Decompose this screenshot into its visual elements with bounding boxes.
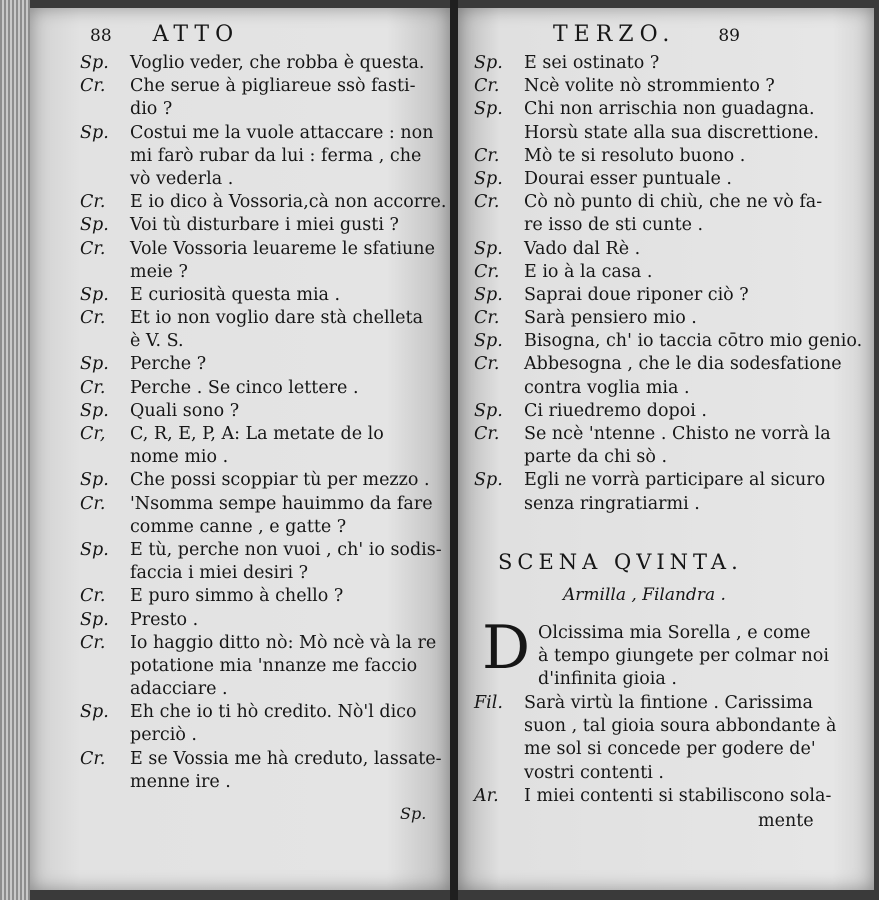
text-line: [474, 377, 862, 400]
line-text: nome mio .: [130, 447, 229, 468]
text-line: [80, 353, 446, 376]
text-line: [474, 330, 862, 353]
text-line: [80, 701, 446, 724]
line-text: adacciare .: [130, 679, 228, 700]
text-line: [474, 261, 862, 284]
line-text: Io haggio ditto nò: Mò ncè và la re: [130, 632, 437, 653]
text-line: [474, 168, 862, 191]
line-text: Horsù state alla sua discrettione.: [524, 122, 819, 143]
line-text: Et io non voglio dare stà chelleta: [130, 308, 423, 329]
speaker-label: Sp.: [80, 702, 109, 723]
left-header: [90, 22, 239, 47]
text-line: [80, 493, 446, 516]
line-text: è V. S.: [130, 331, 184, 352]
gutter: [450, 0, 458, 900]
speaker-label: Sp.: [80, 470, 109, 491]
speaker-label: Sp.: [80, 400, 109, 421]
text-line: [80, 284, 446, 307]
text-line: [80, 168, 446, 191]
line-text: Costui me la vuole attaccare : non: [130, 122, 434, 143]
after-text-block: [474, 692, 836, 808]
line-text: Perche ?: [130, 354, 207, 375]
text-line: [474, 353, 862, 376]
speaker-label: Sp.: [474, 284, 503, 305]
speaker-label: Ar.: [474, 785, 499, 806]
text-line: [474, 75, 862, 98]
speaker-label: Cr.: [80, 238, 106, 259]
text-line: [474, 738, 836, 761]
speaker-label: Cr.: [474, 76, 500, 97]
line-text: Se ncè 'ntenne . Chisto ne vorrà la: [524, 424, 831, 444]
line-text: Eh che io ti hò credito. Nò'l dico: [130, 702, 417, 723]
drop-line: à tempo giungete per colmar noi: [538, 646, 829, 667]
line-text: E sei ostinato ?: [524, 53, 660, 73]
speaker-label: Cr.: [474, 354, 500, 375]
line-text: senza ringratiarmi .: [524, 493, 700, 514]
speaker-label: Cr.: [474, 192, 500, 213]
speaker-label: Cr.: [474, 261, 500, 282]
speaker-label: Sp.: [80, 122, 109, 143]
text-line: [80, 98, 446, 121]
text-line: [80, 585, 446, 608]
speaker-label: Cr.: [80, 748, 106, 769]
speaker-label: Fil.: [474, 693, 503, 713]
text-line: [474, 692, 836, 715]
text-line: [80, 562, 446, 585]
line-text: Che possi scoppiar tù per mezzo .: [130, 470, 430, 491]
line-text: Bisogna, ch' io taccia cōtro mio genio.: [524, 331, 863, 352]
speaker-label: Cr,: [80, 424, 106, 444]
text-line: [474, 785, 836, 808]
speaker-label: Sp.: [80, 53, 109, 73]
left-page-number: 88: [90, 26, 112, 46]
text-line: [80, 238, 446, 261]
text-line: [80, 75, 446, 98]
text-line: [80, 214, 446, 237]
line-text: E curiosità questa mia .: [130, 284, 341, 305]
line-text: vò vederla .: [130, 168, 234, 189]
line-text: menne ire .: [130, 771, 231, 792]
line-text: Che serue à pigliareue ssò fasti-: [130, 76, 416, 97]
text-line: [474, 145, 862, 168]
text-line: [80, 632, 446, 655]
line-text: Sarà virtù la fintione . Carissima: [524, 693, 813, 713]
text-line: [80, 191, 446, 214]
text-line: [474, 52, 862, 75]
line-text: Quali sono ?: [130, 400, 240, 421]
text-line: [80, 307, 446, 330]
line-text: E io dico à Vossoria,cà non accorre.: [130, 192, 447, 213]
line-text: Voglio veder, che robba è questa.: [130, 53, 425, 73]
drop-cap-text: [538, 622, 829, 692]
speaker-label: Cr.: [80, 76, 106, 97]
page-edges: [0, 0, 30, 900]
text-line: [80, 122, 446, 145]
text-line: [474, 423, 862, 446]
line-text: Presto .: [130, 609, 199, 630]
text-line: [80, 446, 446, 469]
line-text: Dourai esser puntuale .: [524, 168, 732, 189]
left-running-title: ATTO: [152, 22, 240, 47]
scene-title: SCENA QVINTA.: [498, 550, 743, 574]
text-line: [80, 609, 446, 632]
text-line: [474, 122, 862, 145]
speaker-label: Cr.: [80, 586, 106, 607]
speaker-label: Cr.: [80, 377, 106, 398]
line-text: re isso de sti cunte .: [524, 215, 704, 236]
speaker-label: Cr.: [80, 192, 106, 213]
line-text: faccia i miei desiri ?: [130, 563, 309, 584]
text-line: [80, 516, 446, 539]
right-header: [553, 22, 740, 47]
line-text: mi farò rubar da lui : ferma , che: [130, 145, 422, 166]
speaker-label: Sp.: [80, 609, 109, 630]
right-page: [458, 8, 874, 890]
line-text: I miei contenti si stabiliscono sola-: [524, 785, 832, 806]
line-text: Chi non arrischia non guadagna.: [524, 99, 815, 120]
line-text: Mò te si resoluto buono .: [524, 145, 746, 166]
right-running-title: TERZO.: [553, 22, 676, 47]
speaker-label: Sp.: [80, 284, 109, 305]
scene-persons: Armilla , Filandra .: [563, 585, 726, 605]
line-text: potatione mia 'nnanze me faccio: [130, 655, 418, 676]
line-text: meie ?: [130, 261, 188, 282]
text-line: [80, 748, 446, 771]
right-catchword: mente: [758, 811, 814, 831]
text-line: [80, 377, 446, 400]
text-line: [80, 655, 446, 678]
line-text: Voi tù disturbare i miei gusti ?: [130, 215, 399, 236]
line-text: 'Nsomma sempe hauimmo da fare: [130, 493, 433, 514]
line-text: contra voglia mia .: [524, 377, 690, 398]
speaker-label: Sp.: [474, 331, 503, 352]
speaker-label: Cr.: [474, 424, 500, 444]
left-catchword: Sp.: [400, 804, 427, 823]
left-page: [30, 8, 450, 890]
line-text: C, R, E, P, A: La metate de lo: [130, 424, 384, 444]
right-page-number: 89: [718, 26, 740, 46]
line-text: Ncè volite nò strommiento ?: [524, 76, 775, 97]
line-text: parte da chi sò .: [524, 447, 668, 468]
text-line: [80, 423, 446, 446]
line-text: comme canne , e gatte ?: [130, 516, 347, 537]
line-text: vostri contenti .: [524, 762, 664, 783]
text-line: [474, 214, 862, 237]
text-line: [80, 400, 446, 423]
line-text: suon , tal gioia soura abbondante à: [524, 716, 837, 737]
speaker-label: Sp.: [474, 470, 503, 491]
text-line: [474, 307, 862, 330]
text-line: [474, 446, 862, 469]
text-line: [474, 400, 862, 423]
drop-line: d'infinita gioia .: [538, 669, 677, 690]
text-line: [80, 52, 446, 75]
text-line: [474, 98, 862, 121]
line-text: Egli ne vorrà participare al sicuro: [524, 470, 826, 491]
text-line: [80, 330, 446, 353]
text-line: [80, 539, 446, 562]
line-text: E io à la casa .: [524, 261, 653, 282]
speaker-label: Sp.: [80, 354, 109, 375]
line-text: Saprai doue riponer ciò ?: [524, 284, 749, 305]
speaker-label: Cr.: [80, 632, 106, 653]
text-line: [80, 724, 446, 747]
line-text: Sarà pensiero mio .: [524, 308, 697, 329]
text-line: [80, 469, 446, 492]
speaker-label: Sp.: [80, 539, 109, 560]
line-text: Abbesogna , che le dia sodesfatione: [524, 354, 842, 375]
line-text: Perche . Se cinco lettere .: [130, 377, 359, 398]
text-line: [474, 469, 862, 492]
line-text: me sol si concede per godere de': [524, 739, 816, 760]
speaker-label: Cr.: [80, 308, 106, 329]
left-text-block: [80, 52, 446, 794]
line-text: perciò .: [130, 725, 197, 746]
drop-line: Olcissima mia Sorella , e come: [538, 623, 811, 643]
speaker-label: Sp.: [474, 53, 503, 73]
line-text: Cò nò punto di chiù, che ne vò fa-: [524, 192, 823, 213]
text-line: [474, 191, 862, 214]
text-line: [474, 762, 836, 785]
text-line: [80, 771, 446, 794]
text-line: [474, 238, 862, 261]
speaker-label: Cr.: [474, 308, 500, 329]
drop-cap: D: [482, 613, 531, 683]
speaker-label: Sp.: [474, 238, 503, 259]
speaker-label: Cr.: [474, 145, 500, 166]
line-text: dio ?: [130, 99, 173, 120]
line-text: Vole Vossoria leuareme le sfatiune: [130, 238, 435, 259]
speaker-label: Cr.: [80, 493, 106, 514]
text-line: [80, 678, 446, 701]
text-line: [474, 493, 862, 516]
text-line: [80, 145, 446, 168]
line-text: Vado dal Rè .: [524, 238, 641, 259]
text-line: [80, 261, 446, 284]
line-text: E puro simmo à chello ?: [130, 586, 344, 607]
text-line: [474, 715, 836, 738]
right-text-block: [474, 52, 862, 516]
speaker-label: Sp.: [474, 168, 503, 189]
speaker-label: Sp.: [80, 215, 109, 236]
text-line: [474, 284, 862, 307]
speaker-label: Sp.: [474, 400, 503, 421]
line-text: Ci riuedremo dopoi .: [524, 400, 707, 421]
line-text: E se Vossia me hà creduto, lassate-: [130, 748, 442, 769]
speaker-label: Sp.: [474, 99, 503, 120]
line-text: E tù, perche non vuoi , ch' io sodis-: [130, 539, 442, 560]
